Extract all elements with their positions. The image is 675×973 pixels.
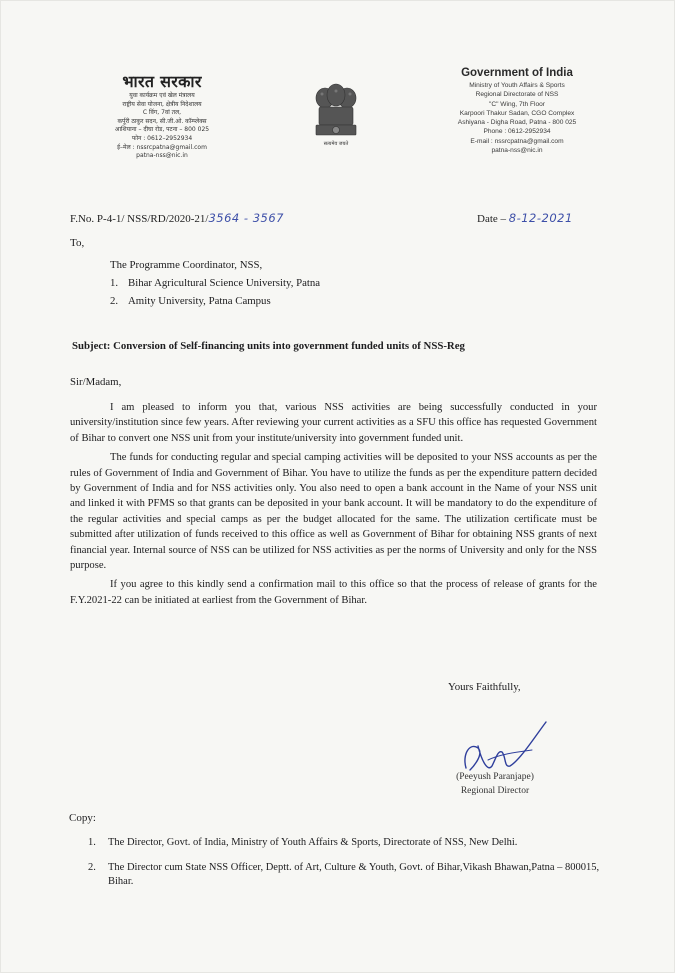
file-number [70,211,284,225]
to-label: To, [70,237,85,249]
salutation: Sir/Madam, [70,376,122,388]
signatory-designation: Regional Director [460,786,530,796]
copy-heading: Copy: [69,812,96,824]
letterhead-hindi-line: patna-nss@nic.in [136,152,188,160]
signatory-block [430,770,560,798]
copy-list [88,836,608,900]
recipient-designation: The Programme Coordinator, NSS, [110,259,263,271]
letterhead-english [432,67,602,155]
file-number-handwritten: 3564 - 3567 [208,211,284,225]
copy-item: 1. The Director, Govt. of India, Ministry of Youth Affairs & Sports, Directorate of NSS, New Delhi. [88,837,518,848]
letter-date [477,211,573,225]
letterhead-hindi-title: भारत सरकार [122,72,202,91]
body-paragraph: The funds for conducting regular and special camping activities will be deposited to your NSS accounts as per the rules of Government of India and Government of Bihar. You have to utilize the funds as per the expenditure pattern decided by Government of India and for NSS activities only. You also need to open a bank account in the Name of your NSS unit and linked it with PFMS so that grants can be deposited in your bank account. It will be mandatory to do the expenditure of the regular activities and special camps as per the budget allocated for the same. The utilization certificate must be submitted after utilization of funds received to this office as well as Government of Bihar for obtaining NSS grants of next financial year. Internal source of NSS can be utilized for NSS activities as per the norms of University and only for the NSS purpose. [70,452,597,572]
letterhead-hindi-line: राष्ट्रीय सेवा योजना, क्षेत्रीय निदेशालय [122,100,202,108]
recipient-institution: 1. Bihar Agricultural Science University, Patna [110,277,321,289]
letterhead-english-line: Karpoori Thakur Sadan, CGO Complex [459,109,575,117]
letterhead-english-line: Ministry of Youth Affairs & Sports [469,82,565,89]
letterhead-hindi-line: आशियाना – दीघा रोड, पटना – 800 025 [114,126,210,134]
letterhead-english-line: E-mail : nssrcpatna@gmail.com [470,137,564,145]
body-paragraph: I am pleased to inform you that, various NSS activities are being successfully conducted in your university/institution since few years. After reviewing your current activities as a SFU this office has requested Government of Bihar to convert one NSS unit from your institute/university into government funded unit. [70,402,597,444]
signatory-name: (Peeyush Paranjape) [456,772,534,782]
date-handwritten: 8-12-2021 [508,211,573,225]
letterhead-english-line: Regional Directorate of NSS [475,91,559,99]
letter-body [70,400,597,612]
subject-line: Subject: Conversion of Self-financing units into government funded units of NSS-Reg [72,340,465,352]
body-paragraph: If you agree to this kindly send a confirmation mail to this office so that the process of release of grants for the F.Y.2021-22 can be initiated at earliest from the Government of Bihar. [70,579,597,606]
letterhead-hindi-line: C विंग, 7वां तल, [142,109,182,117]
letterhead-english-line: Ashiyana - Digha Road, Patna - 800 025 [457,119,577,127]
copy-item: 2. The Director cum State NSS Officer, Deptt. of Art, Culture & Youth, Govt. of Bihar,Vikash Bhawan,Patna – 800015, Bihar. [88,861,600,888]
letterhead-hindi [82,70,242,161]
closing: Yours Faithfully, [448,681,521,693]
letterhead-hindi-line: कर्पूरी ठाकुर सदन, सी.जी.ओ. कॉम्प्लेक्स [117,117,207,125]
recipient-address [110,256,320,310]
letterhead-hindi-line: युवा कार्यक्रम एवं खेल मंत्रालय [129,92,195,99]
recipient-institution: 2. Amity University, Patna Campus [110,295,271,307]
letterhead-english-line: Phone : 0612-2952934 [483,128,551,136]
letterhead-hindi-line: फोन : 0612–2952934 [131,134,193,142]
letterhead-english-line: "C" Wing, 7th Floor [489,100,545,108]
date-label: Date – [477,213,509,225]
letterhead-english-title: Government of India [461,67,573,79]
emblem-motto: सत्यमेव जयते [323,141,349,147]
letterhead-hindi-line: ई–मेल : nssrcpatna@gmail.com [117,143,207,151]
file-number-printed: F.No. P-4-1/ NSS/RD/2020-21/ [70,213,209,225]
letterhead-english-line: patna-nss@nic.in [491,147,543,155]
